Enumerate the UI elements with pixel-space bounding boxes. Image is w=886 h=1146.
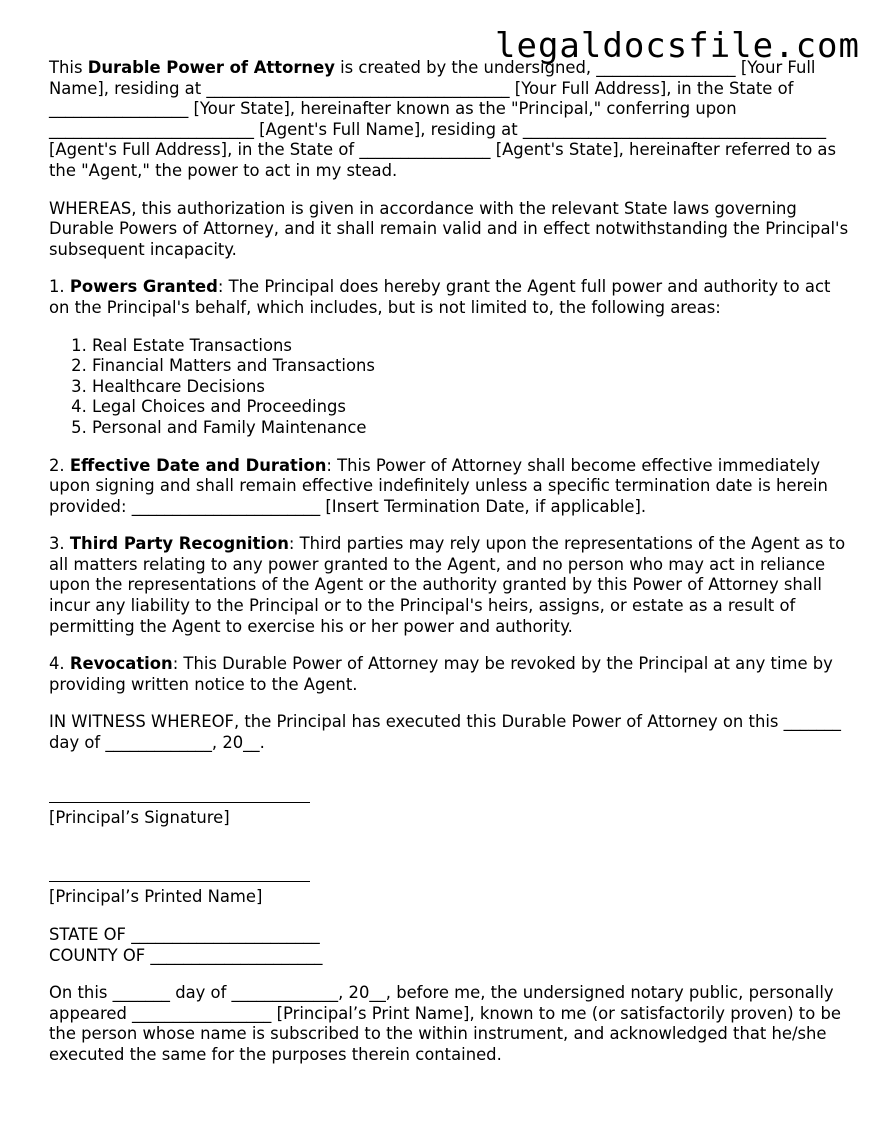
venue-state: STATE OF _______________________ <box>49 925 320 944</box>
principal-signature-label: [Principal’s Signature] <box>49 808 230 828</box>
list-item: 5. Personal and Family Maintenance <box>92 418 849 439</box>
principal-printed-name-line <box>49 867 849 888</box>
intro-paragraph <box>49 58 849 182</box>
principal-printed-name-label: [Principal’s Printed Name] <box>49 887 263 907</box>
list-item: 4. Legal Choices and Proceedings <box>92 397 849 418</box>
witness-paragraph: IN WITNESS WHEREOF, the Principal has executed this Durable Power of Attorney on this _______ day of _____________, 20__. <box>49 712 842 753</box>
section-effective-date <box>49 456 849 518</box>
venue-county: COUNTY OF _____________________ <box>49 945 323 965</box>
section-body: : This Durable Power of Attorney may be revoked by the Principal at any time by providing written notice to the Agent. <box>49 654 833 694</box>
list-item: 1. Real Estate Transactions <box>92 336 849 357</box>
section-body: : Third parties may rely upon the representations of the Agent as to all matters relating to any power granted to the Agent, and no person who may act in reliance upon the representations of the Agent or the authority granted by this Power of Attorney shall incur any liability to the Principal or to the Principal's heirs, assigns, or estate as a result of permitting the Agent to exercise his or her power and authority. <box>49 534 846 636</box>
section-title: Powers Granted <box>69 277 218 297</box>
intro-text-rest: is created by the undersigned, _________________ [Your Full Name], residing at _____________________________________ [Your Full Address], in the State of _________________ [Your State], hereinafter known as the "Principal," conferring upon _________________________ [Agent's Full Name], residing at _____________________________________ [Agent's Full Address], in the State of ________________ [Agent's State], hereinafter referred to as the "Agent," the power to act in my stead. <box>49 58 837 180</box>
section-third-party <box>49 534 849 637</box>
watermark: legaldocsfile.com <box>495 26 860 66</box>
notary-paragraph: On this _______ day of _____________, 20__, before me, the undersigned notary public, personally appeared _________________ [Principal’s Print Name], known to me (or satisfactorily proven) to be the person whose name is subscribed to the within instrument, and acknowledged that he/she executed the same for the purposes therein contained. <box>49 983 841 1064</box>
section-body: : The Principal does hereby grant the Agent full power and authority to act on the Principal's behalf, which includes, but is not limited to, the following areas: <box>49 277 831 317</box>
list-item: 3. Healthcare Decisions <box>92 377 849 398</box>
section-number: 1. <box>49 277 70 297</box>
section-number: 3. <box>49 534 70 554</box>
section-number: 2. <box>49 455 70 475</box>
document-body <box>49 58 849 1083</box>
section-body: : This Power of Attorney shall become effective immediately upon signing and shall remain effective indefinitely unless a specific termination date is herein provided: _______________________ [Insert Termination Date, if applicable]. <box>49 455 828 516</box>
section-powers-granted <box>49 277 849 318</box>
section-revocation <box>49 654 849 695</box>
powers-list <box>49 336 849 439</box>
notary-venue <box>49 925 849 966</box>
section-number: 4. <box>49 654 70 674</box>
intro-text-start: This <box>49 58 88 77</box>
list-item: 2. Financial Matters and Transactions <box>92 356 849 377</box>
document-title: Durable Power of Attorney <box>87 58 335 77</box>
section-title: Effective Date and Duration <box>69 455 327 475</box>
section-title: Revocation <box>69 654 173 674</box>
section-title: Third Party Recognition <box>69 534 289 554</box>
whereas-paragraph: WHEREAS, this authorization is given in accordance with the relevant State laws governing Durable Powers of Attorney, and it shall remain valid and in effect notwithstanding the Principal's subsequent incapacity. <box>49 198 849 259</box>
principal-signature-line <box>49 788 849 809</box>
signature-block <box>49 788 849 908</box>
